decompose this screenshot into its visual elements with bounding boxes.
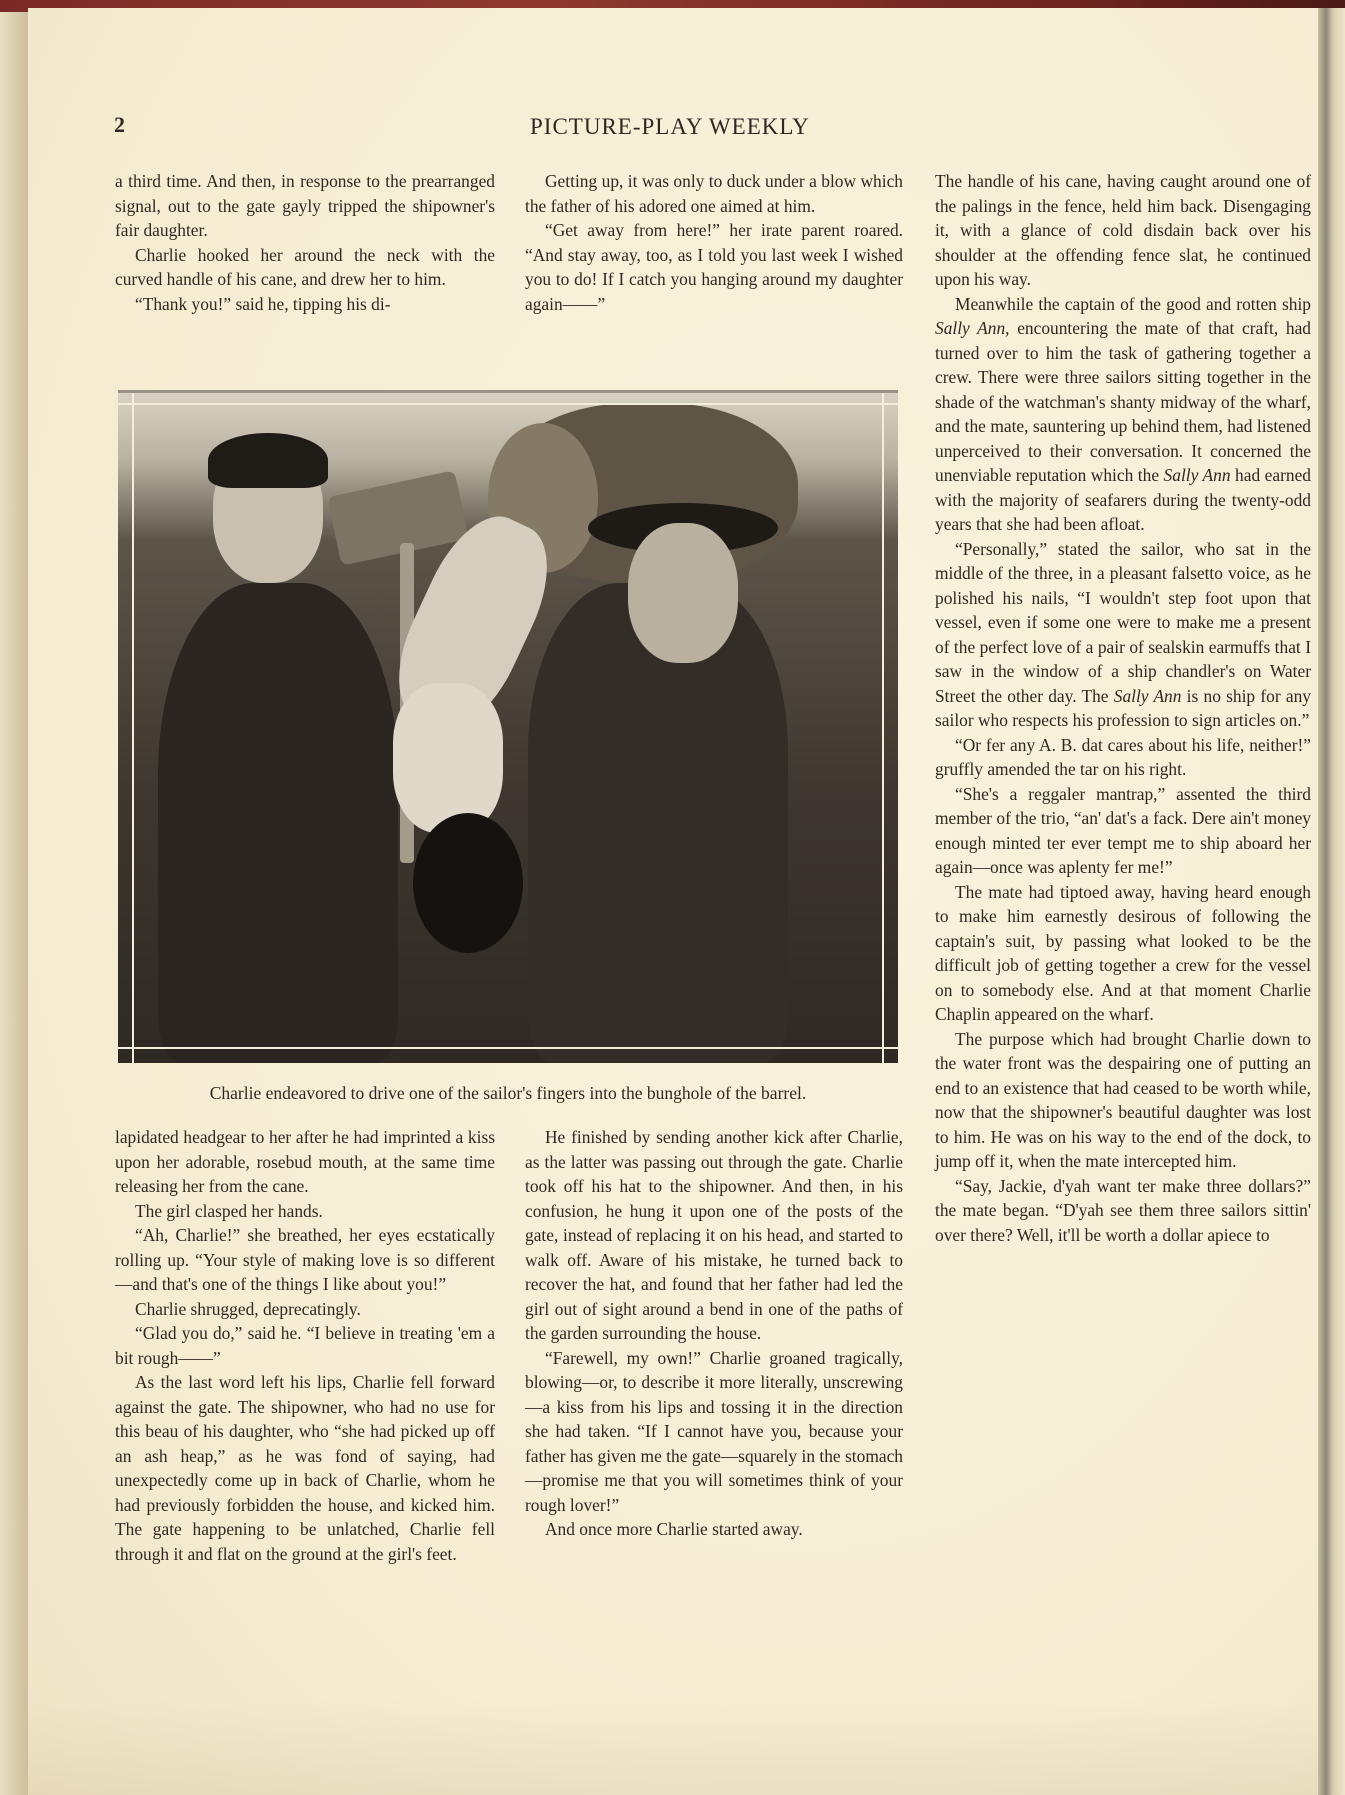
running-head: PICTURE-PLAY WEEKLY [530, 114, 810, 139]
paragraph: As the last word left his lips, Charlie fell forward against the gate. The shipowner, who had no use for this beau of his daughter, who “she had picked up off an ash heap,” as he was fond of saying, had unexpectedly come up in back of Charlie, whom he had previously forbidden the house, and kicked him. The gate happening to be unlatched, Charlie fell through it and flat on the ground at the girl's feet. [115, 1372, 495, 1564]
column-1-top [115, 169, 495, 316]
paragraph: Charlie shrugged, deprecatingly. [135, 1298, 361, 1319]
photo-frame-line [118, 403, 898, 405]
column-2-bottom [525, 1125, 903, 1542]
cloth [393, 683, 503, 833]
text-run: “Personally,” stated the sailor, who sat in the middle of the three, in a pleasant falsetto voice, as he polished his nails, “I wouldn't step foot upon that vessel, even if some one were to make me a present of the perfect love of a pair of sealskin earmuffs that I saw in the window of a ship chandler's on Water Street the other day. The [935, 538, 1311, 706]
text-run: encountering the mate of that craft, had turned over to him the task of gathering together a crew. There were three sailors sitting together in the shade of the watchman's shanty midway of the wharf, and the mate, sauntering up behind them, had listened unperceived to their conversation. It concerned the unenviable reputation which the [935, 318, 1311, 485]
column-1-bottom [115, 1125, 495, 1566]
page-stack-left-edge [0, 12, 28, 1795]
ship-name: Sally Ann [1113, 685, 1182, 706]
paragraph: a third time. And then, in response to the prearranged signal, out to the gate gayly tripped the shipowner's fair daughter. [115, 171, 495, 240]
page-number: 2 [114, 112, 125, 137]
ship-name: Sally Ann [1163, 465, 1231, 485]
paragraph: “Get away from here!” her irate parent roared. “And stay away, too, as I told you last week I wished you to do! If I catch you hanging around my daughter again——” [525, 220, 903, 314]
column-2-top [525, 169, 903, 316]
column-3 [935, 169, 1311, 1247]
charlie-hair [208, 433, 328, 488]
paragraph [935, 537, 1311, 733]
bucket [413, 813, 523, 953]
paragraph: The mate had tiptoed away, having heard enough to make him earnestly desirous of following the captain's suit, by passing what looked to be the difficult job of getting together a crew for the vessel on to somebody else. And at that moment Charlie Chaplin appeared on the wharf. [935, 881, 1311, 1024]
sailor-head [628, 523, 738, 663]
paragraph: “She's a reggaler mantrap,” assented the third member of the trio, “an' dat's a fack. Dere ain't money enough minted ter ever tempt me to ship aboard her again—once was aplenty fer me!” [935, 783, 1311, 877]
paragraph: “Or fer any A. B. dat cares about his life, neither!” gruffly amended the tar on his right. [935, 734, 1311, 779]
paragraph [935, 292, 1311, 537]
paragraph: The purpose which had brought Charlie down to the water front was the despairing one of putting an end to an existence that had ceased to be worth while, now that the shipowner's beautiful daughter was lost to him. He was on his way to the end of the dock, to jump off it, when the mate intercepted him. [935, 1028, 1311, 1171]
film-still-photo [118, 390, 898, 1063]
ship-name: Sally Ann, [935, 318, 1010, 338]
photo-caption: Charlie endeavored to drive one of the sailor's fingers into the bunghole of the barrel. [209, 1083, 807, 1103]
paragraph: He finished by sending another kick after Charlie, as the latter was passing out through the gate. Charlie took off his hat to the shipowner. And then, in his confusion, he hung it upon one of the posts of the gate, instead of replacing it on his head, and started to walk off. Aware of his mistake, he turned back to recover the hat, and found that her father had led the girl out of sight around a bend in one of the paths of the garden surrounding the house. [525, 1127, 903, 1343]
paragraph: The handle of his cane, having caught around one of the palings in the fence, held him back. Disengaging it, with a glance of cold disdain back over his shoulder at the offending fence slat, he continued upon his way. [935, 171, 1311, 289]
paragraph: “Farewell, my own!” Charlie groaned tragically, blowing—or, to describe it more literally, unscrewing—a kiss from his lips and tossing it in the direction she had taken. “If I cannot have you, because your father has given me the gate—squarely in the stomach—promise me that you will sometimes think of your rough lover!” [525, 1347, 903, 1515]
page-bottom-margin [28, 1700, 1318, 1795]
text-run: had earned with the majority of seafarers during the twenty-odd years that she had been afloat. [935, 465, 1311, 534]
photo-frame-line [118, 1047, 898, 1049]
paragraph: lapidated headgear to her after he had imprinted a kiss upon her adorable, rosebud mouth, at the same time releasing her from the cane. [115, 1127, 495, 1196]
paragraph: “Glad you do,” said he. “I believe in treating 'em a bit rough——” [115, 1323, 495, 1368]
photo-frame-line [132, 393, 134, 1063]
paragraph: Charlie hooked her around the neck with the curved handle of his cane, and drew her to him. [115, 244, 495, 289]
paragraph: And once more Charlie started away. [545, 1519, 803, 1539]
book-spine-right-edge [1318, 8, 1345, 1795]
photo-frame-line [882, 393, 884, 1063]
paragraph: “Ah, Charlie!” she breathed, her eyes ecstatically rolling up. “Your style of making love is so different—and that's one of the things I like about you!” [115, 1225, 495, 1294]
paragraph: The girl clasped her hands. [135, 1200, 323, 1221]
text-run: is no ship for any sailor who respects his profession to sign articles on.” [935, 685, 1311, 730]
paragraph: Getting up, it was only to duck under a blow which the father of his adored one aimed at him. [525, 171, 903, 216]
paragraph: “Say, Jackie, d'yah want ter make three dollars?” the mate began. “D'yah see them three sailors sittin' over there? Well, it'll be worth a dollar apiece to [935, 1175, 1311, 1245]
paragraph: “Thank you!” said he, tipping his di- [135, 293, 391, 314]
charlie-figure [158, 583, 398, 1063]
text-run: Meanwhile the captain of the good and rotten ship [955, 293, 1311, 314]
